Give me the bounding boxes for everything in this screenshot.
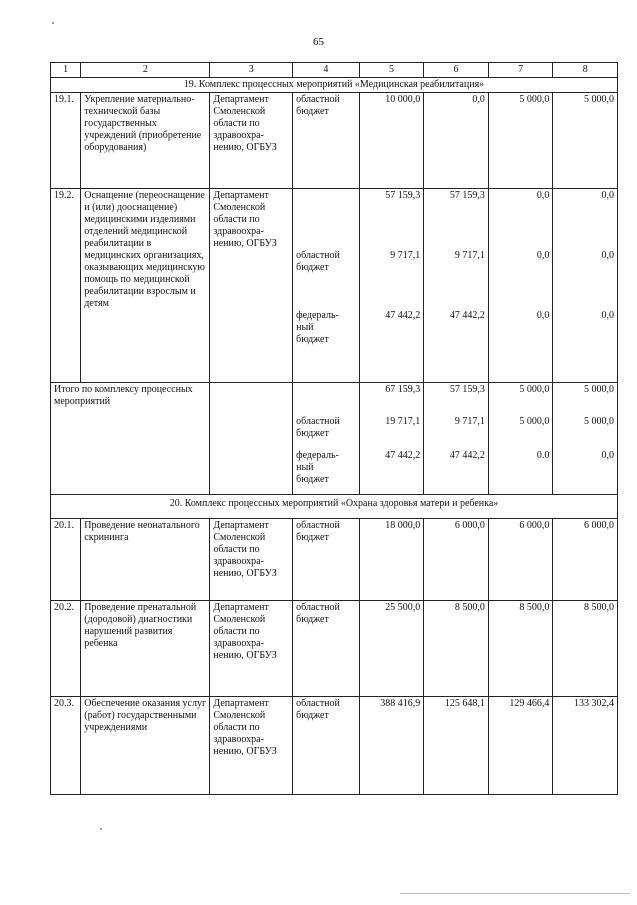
budget-table <box>50 62 618 795</box>
value-total: 0,0 <box>601 190 614 201</box>
row-number: 20.1. <box>51 519 81 601</box>
executor: Департамент Смоленской области по здравоохра-нению, ОГБУЗ <box>210 697 293 795</box>
value-total: 0,0 <box>536 190 550 201</box>
funding-source: областной бюджет <box>293 93 360 189</box>
amount-year-1-col <box>424 189 489 383</box>
table-row-19-2 <box>51 189 618 383</box>
amount-year-1: 0,0 <box>424 93 489 189</box>
amount-year-2: 5 000,0 <box>488 93 553 189</box>
total-year-1-col <box>424 383 489 495</box>
amount-year-2: 8 500,0 <box>488 601 553 697</box>
value-regional: 5 000,0 <box>519 416 550 427</box>
amount-year-2: 6 000,0 <box>488 519 553 601</box>
table-row-19-1 <box>51 93 618 189</box>
section-19-row <box>51 78 618 93</box>
header-cell: 3 <box>210 63 293 78</box>
header-cell: 8 <box>553 63 618 78</box>
amount-total: 25 500,0 <box>359 601 424 697</box>
value-total: 5 000,0 <box>584 384 614 395</box>
amount-year-3: 8 500,0 <box>553 601 618 697</box>
value-federal: 47 442,2 <box>449 450 485 461</box>
funding-source: областной бюджет <box>293 519 360 601</box>
amount-year-3: 5 000,0 <box>553 93 618 189</box>
source-regional: областной бюджет <box>296 416 340 439</box>
value-total: 57 159,3 <box>449 190 485 201</box>
amount-year-2: 129 466,4 <box>488 697 553 795</box>
value-regional: 9 717,1 <box>454 250 485 261</box>
scan-speck <box>100 828 102 830</box>
amount-year-1: 6 000,0 <box>424 519 489 601</box>
value-federal: 0,0 <box>601 450 614 461</box>
total-year-2-col <box>488 383 553 495</box>
total-row-19 <box>51 383 618 495</box>
section-20-row <box>51 495 618 519</box>
header-cell: 1 <box>51 63 81 78</box>
value-regional: 9 717,1 <box>390 250 421 261</box>
source-federal: федераль- ный бюджет <box>296 450 339 485</box>
funding-source <box>293 383 360 495</box>
value-total: 5 000,0 <box>519 384 550 395</box>
header-cell: 7 <box>488 63 553 78</box>
executor: Департамент Смоленской области по здравоохра-нению, ОГБУЗ <box>210 93 293 189</box>
funding-source: областной бюджет <box>293 697 360 795</box>
source-regional: областной бюджет <box>296 250 340 273</box>
row-number: 20.3. <box>51 697 81 795</box>
header-cell: 2 <box>81 63 210 78</box>
funding-source <box>293 189 360 383</box>
value-regional: 19 717,1 <box>385 416 421 427</box>
executor: Департамент Смоленской области по здравоохра-нению, ОГБУЗ <box>210 189 293 383</box>
row-number: 19.1. <box>51 93 81 189</box>
header-cell: 4 <box>293 63 360 78</box>
row-number: 19.2. <box>51 189 81 383</box>
executor-empty <box>210 383 293 495</box>
activity-name: Оснащение (переоснащение и (или) дооснащение) медицинскими изделиями отделений медицинской реабилитации в медицинских организациях, оказывающих медицинскую помощь по медицинской реабилитации взрослым и детям <box>81 189 210 383</box>
value-total: 57 159,3 <box>449 384 485 395</box>
value-federal: 47 442,2 <box>449 310 485 321</box>
activity-name: Обеспечение оказания услуг (работ) государственными учреждениями <box>81 697 210 795</box>
amount-year-2-col <box>488 189 553 383</box>
total-label: Итого по комплексу процессных мероприятий <box>51 383 210 495</box>
amount-total: 388 416,9 <box>359 697 424 795</box>
amount-year-3: 133 302,4 <box>553 697 618 795</box>
scan-speck <box>52 22 54 24</box>
value-total: 57 159,3 <box>385 190 421 201</box>
total-year-3-col <box>553 383 618 495</box>
table-row-20-2 <box>51 601 618 697</box>
amount-year-1: 8 500,0 <box>424 601 489 697</box>
table-row-20-1 <box>51 519 618 601</box>
value-total: 67 159,3 <box>385 384 421 395</box>
amount-year-1: 125 648,1 <box>424 697 489 795</box>
value-federal: 0,0 <box>536 310 550 321</box>
value-regional: 9 717,1 <box>454 416 485 427</box>
amount-year-3-col <box>553 189 618 383</box>
activity-name: Проведение неонатального скрининга <box>81 519 210 601</box>
value-regional: 0,0 <box>536 250 550 261</box>
header-row <box>51 63 618 78</box>
value-federal: 0,0 <box>601 310 614 321</box>
amount-total: 18 000,0 <box>359 519 424 601</box>
header-cell: 5 <box>359 63 424 78</box>
value-federal: 0.0 <box>536 450 550 461</box>
executor: Департамент Смоленской области по здравоохра-нению, ОГБУЗ <box>210 601 293 697</box>
value-regional: 0,0 <box>601 250 614 261</box>
value-federal: 47 442,2 <box>385 310 421 321</box>
total-amount-col <box>359 383 424 495</box>
header-cell: 6 <box>424 63 489 78</box>
value-federal: 47 442,2 <box>385 450 421 461</box>
value-regional: 5 000,0 <box>584 416 614 427</box>
scan-edge-line <box>400 893 630 894</box>
funding-source: областной бюджет <box>293 601 360 697</box>
amount-total-col <box>359 189 424 383</box>
row-number: 20.2. <box>51 601 81 697</box>
section-19-title: 19. Комплекс процессных мероприятий «Медицинская реабилитация» <box>51 78 618 93</box>
source-federal: федераль- ный бюджет <box>296 310 339 345</box>
activity-name: Укрепление материально-технической базы государственных учреждений (приобретение оборудования) <box>81 93 210 189</box>
section-20-title: 20. Комплекс процессных мероприятий «Охрана здоровья матери и ребенка» <box>51 495 618 519</box>
executor: Департамент Смоленской области по здравоохра-нению, ОГБУЗ <box>210 519 293 601</box>
table-row-20-3 <box>51 697 618 795</box>
amount-total: 10 000,0 <box>359 93 424 189</box>
page-number: 65 <box>313 36 324 48</box>
amount-year-3: 6 000,0 <box>553 519 618 601</box>
activity-name: Проведение пренатальной (дородовой) диагностики нарушений развития ребенка <box>81 601 210 697</box>
